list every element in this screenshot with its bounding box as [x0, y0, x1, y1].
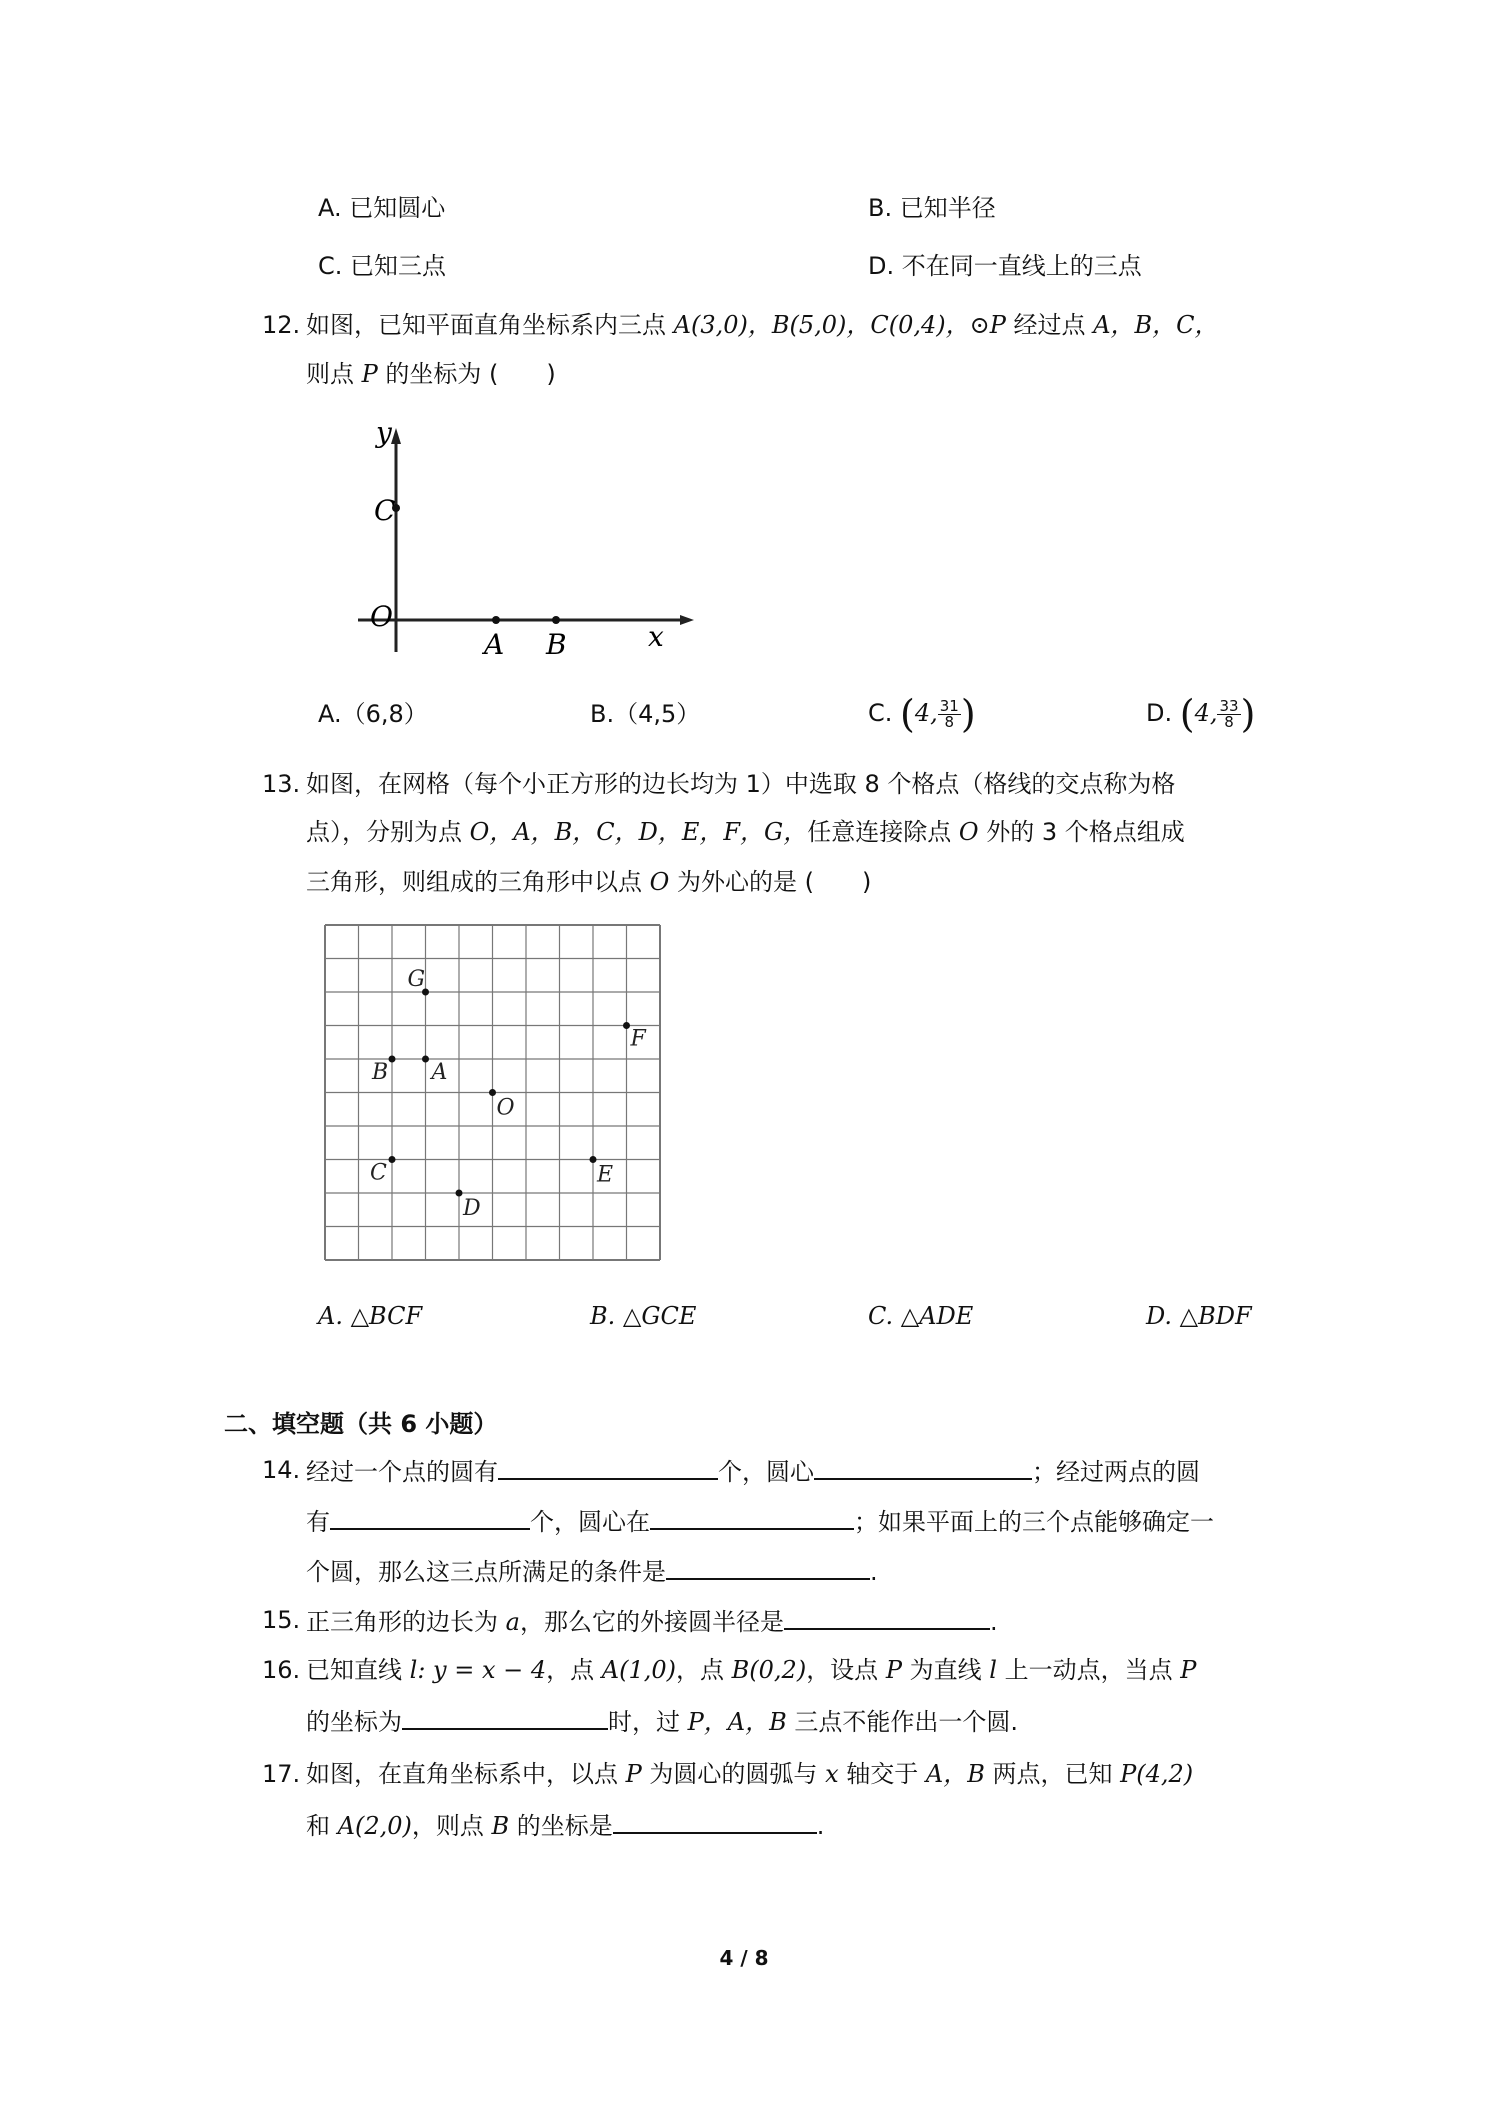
q13-line-2: 点），分别为点 O，A，B，C，D，E，F，G，任意连接除点 O 外的 3 个格点组成	[306, 818, 1185, 846]
q12-option-a: A.（6,8）	[318, 700, 428, 728]
q13-option-c: C. △ADE	[868, 1302, 974, 1330]
q14-line-2: 有 个，圆心在 ；如果平面上的三个点能够确定一	[306, 1504, 1214, 1538]
q11-option-b: B. 已知半径	[868, 194, 996, 222]
answer-blank[interactable]	[814, 1454, 1032, 1480]
q12-number: 12.	[262, 311, 301, 339]
answer-blank[interactable]	[666, 1554, 870, 1580]
grid-label-o: O	[496, 1095, 515, 1121]
grid-label-a: A	[431, 1060, 448, 1085]
answer-blank[interactable]	[613, 1808, 817, 1834]
q17-number: 17.	[262, 1760, 301, 1788]
answer-blank[interactable]	[330, 1504, 530, 1530]
q14-number: 14.	[262, 1456, 301, 1484]
grid-label-d: D	[463, 1196, 481, 1221]
answer-blank[interactable]	[498, 1454, 718, 1480]
q14-line-1: 经过一个点的圆有 个，圆心 ；经过两点的圆	[306, 1454, 1200, 1488]
point-a	[492, 616, 500, 624]
q12-option-b: B.（4,5）	[590, 700, 701, 728]
label-b: B	[546, 628, 567, 660]
grid-label-g: G	[407, 967, 426, 992]
q12-option-c: C. (4, $\frac{31}{8}$ )	[868, 692, 976, 736]
fraction: $\frac{31}{8}$	[939, 696, 959, 731]
q16-line-2: 的坐标为 时，过 P，A，B 三点不能作出一个圆.	[306, 1704, 1018, 1738]
label-c: C	[374, 494, 396, 527]
grid-point-c	[389, 1156, 396, 1163]
grid-point-f	[623, 1022, 630, 1029]
label-x: x	[648, 620, 664, 653]
q13-number: 13.	[262, 770, 301, 798]
grid-label-b: B	[372, 1060, 389, 1085]
grid-point-o	[489, 1089, 496, 1096]
q13-option-a: A. △BCF	[318, 1302, 423, 1330]
q11-option-c: C. 已知三点	[318, 252, 447, 280]
q17-line-1: 如图，在直角坐标系中，以点 P 为圆心的圆弧与 x 轴交于 A，B 两点，已知 P(4,2)	[306, 1760, 1194, 1788]
grid-point-a	[422, 1056, 429, 1063]
label-a: A	[484, 628, 505, 660]
q13-option-b: B. △GCE	[590, 1302, 697, 1330]
answer-blank[interactable]	[650, 1504, 854, 1530]
q13-grid-figure	[320, 920, 670, 1270]
grid-label-e: E	[597, 1162, 614, 1188]
q17-line-2: 和 A(2,0)，则点 B 的坐标是 .	[306, 1808, 824, 1842]
fraction: $\frac{33}{8}$	[1219, 696, 1239, 731]
grid-label-f: F	[630, 1026, 646, 1052]
grid-point-b	[389, 1056, 396, 1063]
point-b	[552, 616, 560, 624]
q15-number: 15.	[262, 1606, 301, 1634]
answer-blank[interactable]	[402, 1704, 608, 1730]
grid-point-e	[590, 1156, 597, 1163]
q14-line-3: 个圆，那么这三点所满足的条件是 .	[306, 1554, 878, 1588]
q16-number: 16.	[262, 1656, 301, 1684]
q12-line-2: 则点 P 的坐标为 ( )	[306, 360, 556, 388]
q13-line-1: 如图，在网格（每个小正方形的边长均为 1）中选取 8 个格点（格线的交点称为格	[306, 770, 1176, 798]
section-title: 二、填空题（共 6 小题）	[224, 1410, 498, 1438]
q13-option-d: D. △BDF	[1146, 1302, 1252, 1330]
page-number: 4 / 8	[719, 1946, 769, 1970]
q11-option-d: D. 不在同一直线上的三点	[868, 252, 1142, 280]
grid-point-d	[456, 1190, 463, 1197]
x-axis-arrow-icon	[680, 615, 694, 625]
grid-label-c: C	[370, 1160, 387, 1186]
label-o: O	[370, 600, 393, 633]
q12-line-1: 如图，已知平面直角坐标系内三点 A(3,0)，B(5,0)，C(0,4)，⊙P 经过点 A，B，C，	[306, 311, 1219, 339]
q11-option-a: A. 已知圆心	[318, 194, 446, 222]
q13-line-3: 三角形，则组成的三角形中以点 O 为外心的是 ( )	[306, 868, 872, 896]
y-axis-arrow-icon	[391, 428, 401, 444]
q15-line: 正三角形的边长为 a，那么它的外接圆半径是 .	[306, 1604, 998, 1638]
answer-blank[interactable]	[784, 1604, 990, 1630]
label-y: y	[376, 420, 392, 449]
q12-option-d: D. (4, $\frac{33}{8}$ )	[1146, 692, 1256, 736]
q16-line-1: 已知直线 l: y = x − 4，点 A(1,0)，点 B(0,2)，设点 P 为直线 l 上一动点，当点 P	[306, 1656, 1197, 1684]
q12-coordinate-figure	[340, 420, 700, 660]
